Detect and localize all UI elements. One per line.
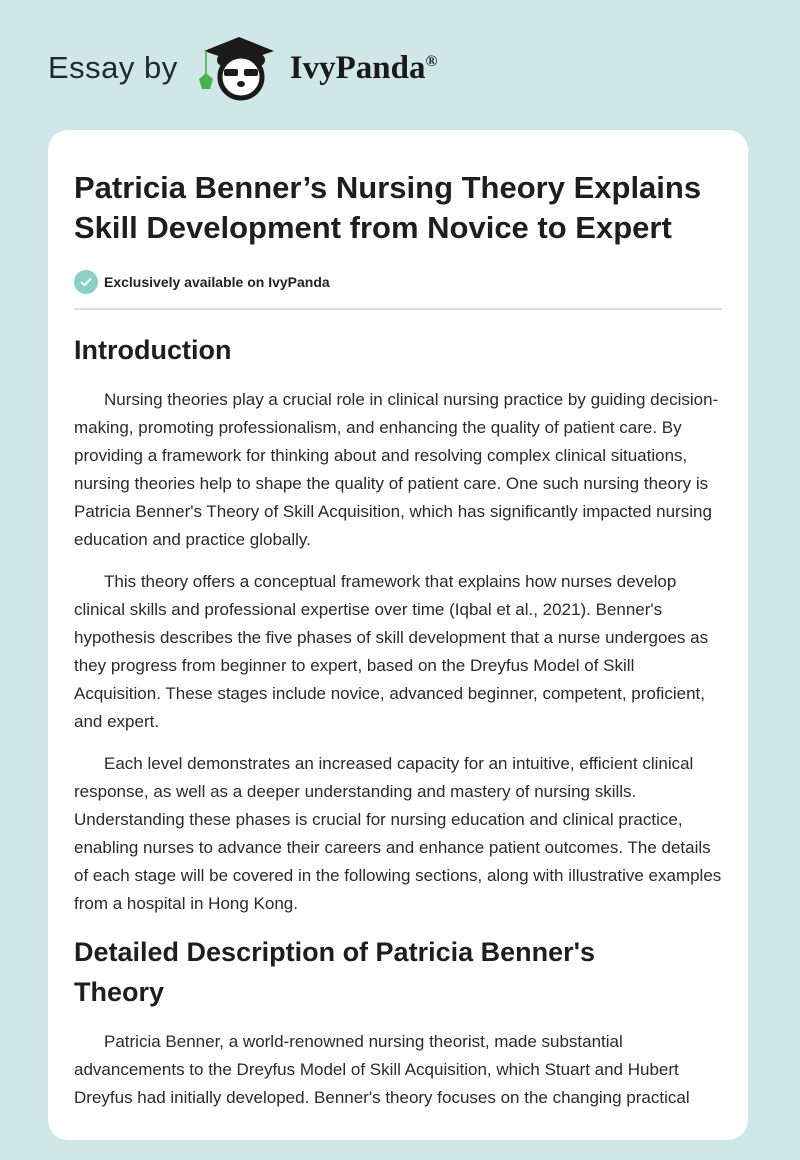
divider xyxy=(74,308,722,310)
paragraph: Patricia Benner, a world-renowned nursing theorist, made substantial advancements to the Dreyfus Model of Skill Acquisition, which Stuart and Hubert Dreyfus had initially developed. Benner's theory focuses on the changing practical xyxy=(74,1032,690,1107)
brand-name: IvyPanda xyxy=(289,49,426,86)
check-icon xyxy=(74,270,98,294)
section-heading: Detailed Description of Patricia Benner's Theory xyxy=(74,937,596,1007)
registered-mark: ® xyxy=(425,52,438,70)
section-heading: Introduction xyxy=(74,335,232,365)
paragraph: This theory offers a conceptual framework that explains how nurses develop clinical skills and professional expertise over time (Iqbal et al., 2021). Benner's hypothesis describes the five phases of skill development that a nurse undergoes as they progress from beginner to expert, based on the Dreyfus Model of Skill Acquisition. These stages include novice, advanced beginner, competent, proficient, and expert. xyxy=(74,572,709,731)
essay-by-label: Essay by xyxy=(48,50,178,85)
exclusive-label: Exclusively available on IvyPanda xyxy=(104,274,330,290)
essay-card xyxy=(48,130,748,1140)
brand-logo[interactable] xyxy=(48,38,437,98)
paragraph: Each level demonstrates an increased capacity for an intuitive, efficient clinical response, as well as a deeper understanding and mastery of nursing skills. Understanding these phases is crucial for nursing education and clinical practice, enabling nurses to advance their careers and enhance patient outcomes. The details of each stage will be covered in the following sections, along with illustrative examples from a hospital in Hong Kong. xyxy=(74,754,722,913)
ivypanda-wordmark xyxy=(290,50,438,87)
paragraph: Nursing theories play a crucial role in clinical nursing practice by guiding decision-making, promoting professionalism, and enhancing the quality of patient care. By providing a framework for thinking about and resolving complex clinical situations, nursing theories help to shape the quality of patient care. One such nursing theory is Patricia Benner's Theory of Skill Acquisition, which has significantly impacted nursing education and practice globally. xyxy=(74,390,719,549)
exclusive-badge xyxy=(74,270,722,294)
essay-title: Patricia Benner’s Nursing Theory Explains Skill Development from Novice to Expert xyxy=(74,170,702,245)
panda-logo-icon xyxy=(194,33,284,103)
